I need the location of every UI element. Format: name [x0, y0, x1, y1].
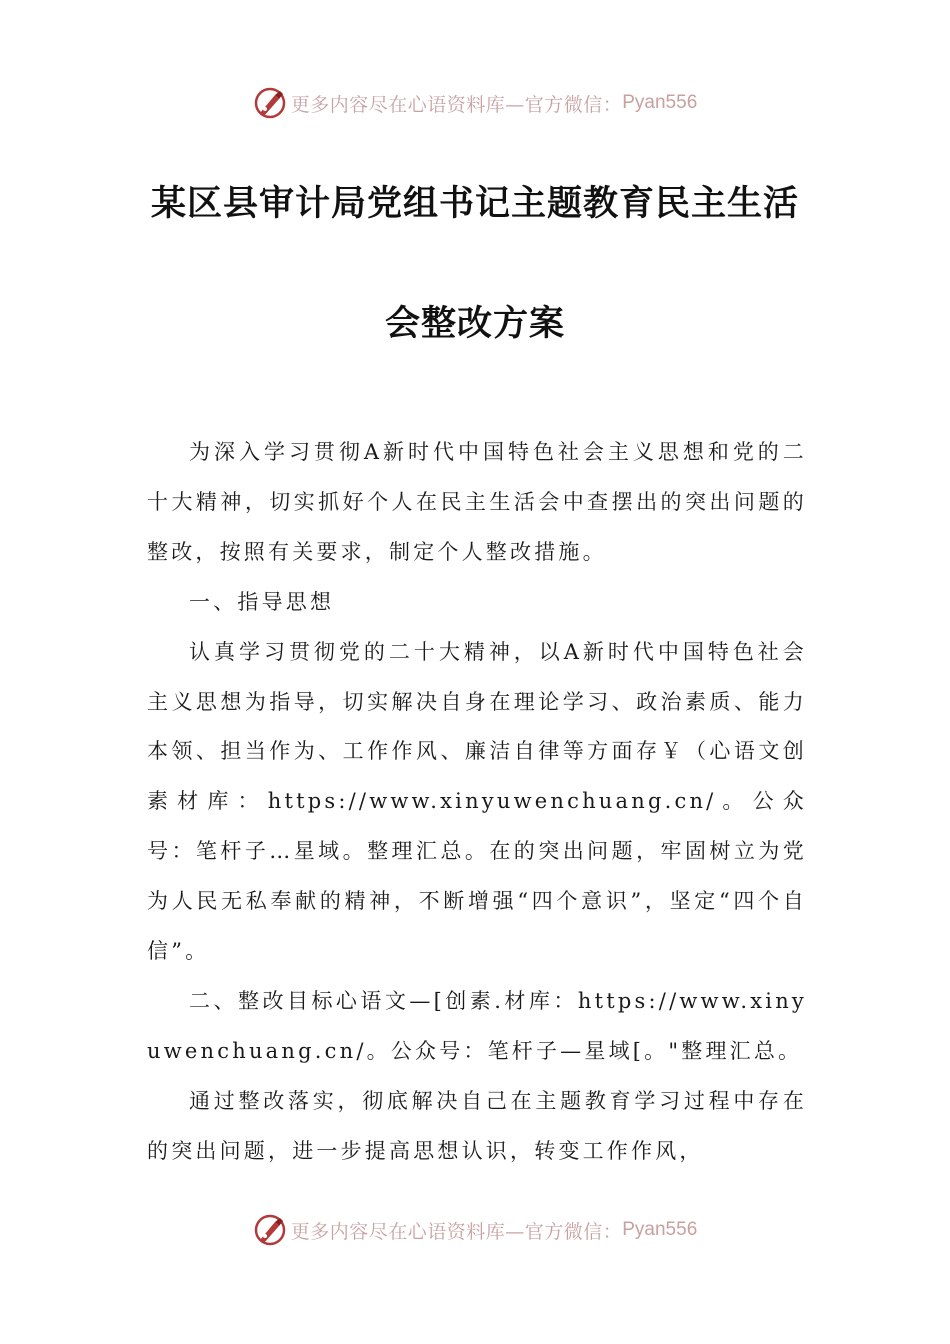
paragraph-guiding-ideology: 认真学习贯彻党的二十大精神，以A新时代中国特色社会主义思想为指导，切实解决自身在理论学习、政治素质、能力本领、担当作为、工作作风、廉洁自律等方面存￥（心语文创素材库：https://www.xinyuwenchuang.cn/。公众号：笔杆子…星域。整理汇总。在的突出问题，牢固树立为党为人民无私奉献的精神，不断增强“四个意识”，坚定“四个自信”。 [147, 639, 807, 964]
banner-wechat-id: Pyan556 [622, 1219, 698, 1240]
document-title-line-1: 某区县审计局党组书记主题教育民主生活 [150, 183, 799, 224]
header-watermark-banner [0, 83, 950, 123]
banner-text: 更多内容尽在心语资料库—官方微信： [290, 1220, 623, 1243]
footer-watermark-banner [0, 1210, 950, 1250]
pen-logo-icon [253, 86, 287, 120]
heading-rectification-goals: 二、整改目标心语文—[创素.材库：https://www.xinyuwenchuang.cn/。公众号：笔杆子—星域[。"整理汇总。 [147, 988, 807, 1063]
document-body [147, 428, 807, 1177]
paragraph-rectification-goals: 通过整改落实，彻底解决自己在主题教育学习过程中存在的突出问题，进一步提高思想认识，转变工作作风， [147, 1088, 807, 1163]
paragraph-intro: 为深入学习贯彻A新时代中国特色社会主义思想和党的二十大精神，切实抓好个人在民主生活会中查摆出的突出问题的整改，按照有关要求，制定个人整改措施。 [147, 440, 807, 564]
banner-text: 更多内容尽在心语资料库—官方微信： [290, 93, 623, 116]
pen-logo-icon [253, 1213, 287, 1247]
document-title-line-2: 会整改方案 [384, 303, 565, 344]
banner-wechat-id: Pyan556 [622, 92, 698, 113]
heading-guiding-ideology: 一、指导思想 [189, 589, 335, 614]
